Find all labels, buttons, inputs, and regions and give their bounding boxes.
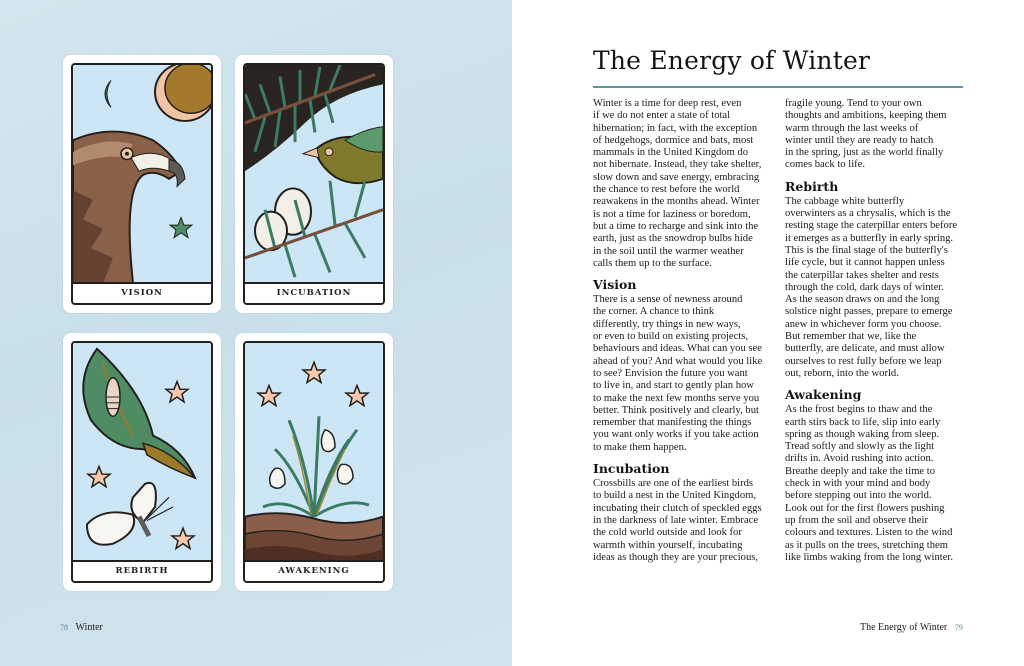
awakening-paragraph — [785, 404, 963, 564]
text-line: up from the soil and observe their — [785, 514, 928, 526]
intro-paragraph — [593, 98, 771, 270]
snowdrop-illustration-icon — [245, 343, 383, 561]
text-line: comes back to life. — [785, 159, 866, 171]
page-number: 79 — [954, 623, 963, 632]
text-column-right — [785, 98, 963, 564]
card-label: INCUBATION — [245, 282, 383, 303]
text-line: like limbs waking from the long winter. — [785, 551, 954, 563]
card-frame — [243, 63, 385, 305]
text-line: reawakens in the months ahead. Winter — [593, 196, 760, 208]
card-vision — [63, 55, 221, 313]
text-line: as it pulls on the trees, stretching them — [785, 539, 948, 551]
text-line: There is a sense of newness around — [593, 294, 743, 306]
page-title: The Energy of Winter — [593, 46, 871, 75]
right-folio — [860, 622, 963, 633]
card-rebirth — [63, 333, 221, 591]
incubation-paragraph — [593, 478, 771, 564]
text-line: butterfly, are delicate, and must allow — [785, 343, 945, 355]
text-line: the corner. A chance to think — [593, 306, 715, 318]
text-line: of hedgehogs, dormice and bats, most — [593, 134, 754, 146]
text-line: is not a time for laziness or boredom, — [593, 208, 751, 220]
text-line: calls them up to the surface. — [593, 257, 712, 269]
page-number: 78 — [60, 623, 68, 632]
text-column-left — [593, 98, 771, 564]
text-line: the cold world outside and look for — [593, 527, 742, 539]
text-line: remember that manifesting the things — [593, 417, 752, 429]
text-line: if we do not enter a state of total — [593, 110, 731, 122]
text-line: Crossbills are one of the earliest birds — [593, 478, 754, 490]
text-line: drifts in. Avoid rushing into action. — [785, 453, 934, 465]
card-label: VISION — [73, 282, 211, 303]
text-line: to build a nest in the United Kingdom, — [593, 490, 757, 502]
section-heading-awakening: Awakening — [785, 387, 862, 403]
section-heading-incubation: Incubation — [593, 461, 670, 477]
text-line: it emerges as a butterfly in early spring. — [785, 232, 954, 244]
text-line: to see? Envision the future you want — [593, 367, 748, 379]
text-line: out, reborn, into the world. — [785, 367, 899, 379]
text-line: not hibernate. Instead, they take shelter, — [593, 159, 762, 171]
card-frame — [71, 63, 213, 305]
left-folio — [60, 622, 103, 633]
text-line: differently, try things in new ways, — [593, 318, 741, 330]
card-frame — [243, 341, 385, 583]
text-line: fragile young. Tend to your own — [785, 98, 922, 109]
vision-paragraph — [593, 294, 771, 454]
text-line: colours and textures. Listen to the wind — [785, 527, 953, 539]
text-line: to make them happen. — [593, 441, 687, 453]
eagle-illustration-icon — [73, 65, 211, 283]
text-line: But remember that we, like the — [785, 331, 917, 343]
text-line: the caterpillar takes shelter and rests — [785, 269, 939, 281]
text-line: anew in whichever form you choose. — [785, 318, 942, 330]
text-line: better. Think positively and clearly, but — [593, 404, 759, 416]
text-line: slow down and save energy, embracing — [593, 171, 760, 183]
running-head: Winter — [75, 622, 103, 633]
text-line: incubating their clutch of speckled eggs — [593, 502, 762, 514]
text-line: to live in, and start to gently plan how — [593, 380, 754, 392]
text-line: Winter is a time for deep rest, even — [593, 98, 742, 109]
text-line: overwinters as a chrysalis, which is the — [785, 208, 951, 220]
text-line: in the soil until the warmer weather — [593, 245, 744, 257]
card-label: REBIRTH — [73, 560, 211, 581]
text-line: earth stirs back to life, slip into early — [785, 416, 941, 428]
text-line: the chance to rest before the world — [593, 184, 740, 196]
text-line: This is the final stage of the butterfly's — [785, 244, 948, 256]
text-line: hibernation; in fact, with the exception — [593, 122, 758, 134]
running-head: The Energy of Winter — [860, 622, 948, 633]
text-line: check in with your mind and body — [785, 478, 931, 490]
text-line: spring as though waking from sleep. — [785, 428, 940, 440]
text-line: warmth within yourself, incubating — [593, 539, 743, 551]
text-line: but a time to recharge and sink into the — [593, 220, 759, 232]
text-line: As the frost begins to thaw and the — [785, 404, 933, 416]
text-line: in the darkness of late winter. Embrace — [593, 514, 759, 526]
text-line: Look out for the first flowers pushing — [785, 502, 945, 514]
text-line: to make the next few months serve you — [593, 392, 760, 404]
text-line: Tread softly and slowly as the light — [785, 441, 935, 453]
text-line: The cabbage white butterfly — [785, 195, 905, 207]
section-heading-vision: Vision — [593, 277, 637, 293]
text-line: ideas as though they are your precious, — [593, 551, 759, 563]
text-line: winter until they are ready to hatch — [785, 134, 934, 146]
text-line: in the spring, just as the world finally — [785, 147, 944, 159]
text-line: solstice night passes, prepare to emerge — [785, 306, 953, 318]
text-line: earth, just as the snowdrop bulbs hide — [593, 233, 753, 245]
incubation-paragraph-continued — [785, 98, 963, 172]
text-line: life cycle, but it cannot happen unless — [785, 257, 945, 269]
card-awakening — [235, 333, 393, 591]
rebirth-paragraph — [785, 196, 963, 380]
section-heading-rebirth: Rebirth — [785, 178, 839, 194]
text-line: thoughts and ambitions, keeping them — [785, 110, 947, 122]
title-rule — [593, 86, 963, 88]
text-line: mammals in the United Kingdom do — [593, 147, 749, 159]
crossbill-illustration-icon — [245, 65, 383, 283]
text-line: or even to build on existing projects, — [593, 331, 749, 343]
card-label: AWAKENING — [245, 560, 383, 581]
text-line: resting stage the caterpillar enters before — [785, 220, 958, 232]
text-line: As the season draws on and the long — [785, 294, 940, 306]
text-line: before stepping out into the world. — [785, 490, 932, 502]
text-line: through the cold, dark days of winter. — [785, 281, 944, 293]
text-line: ourselves to rest fully before we leap — [785, 355, 942, 367]
text-line: behaviours and ideas. What can you see — [593, 343, 762, 355]
text-line: ahead of you? And what would you like — [593, 355, 763, 367]
text-line: warm through the last weeks of — [785, 122, 919, 134]
text-line: you want only works if you take action — [593, 429, 759, 441]
text-line: Breathe deeply and take the time to — [785, 465, 936, 477]
card-incubation — [235, 55, 393, 313]
butterfly-illustration-icon — [73, 343, 211, 561]
card-frame — [71, 341, 213, 583]
